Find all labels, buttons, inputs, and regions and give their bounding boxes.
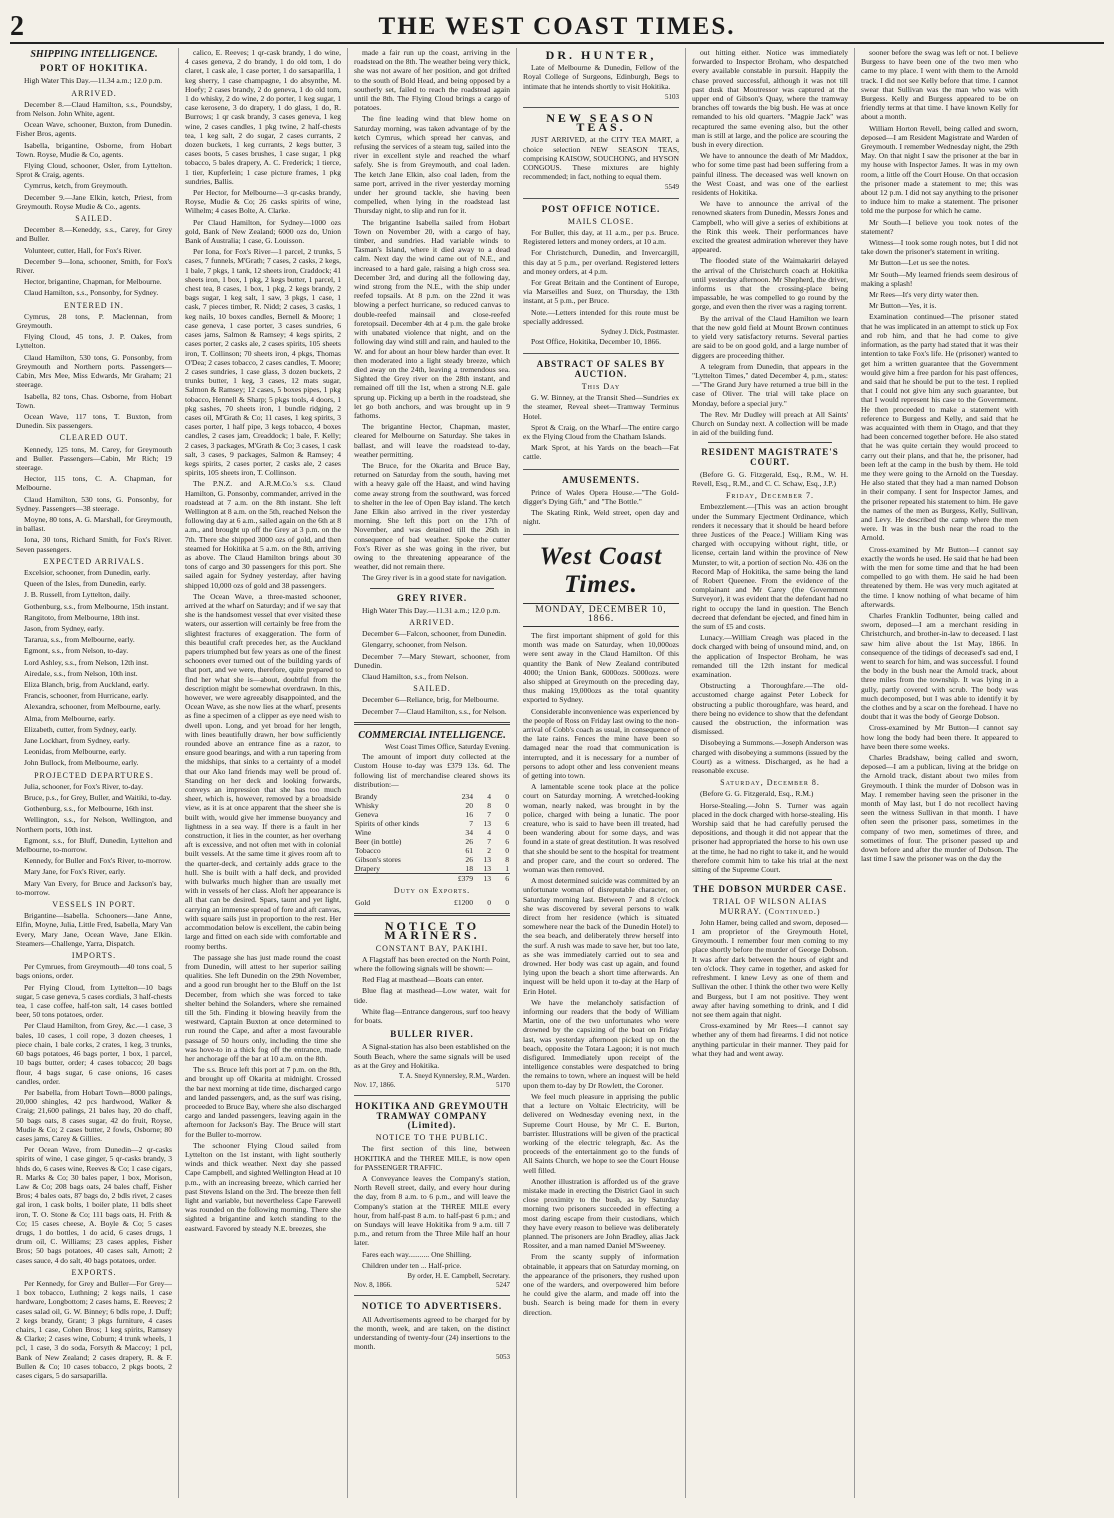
advertisers-number: 5053 [496,1353,510,1362]
divider [370,588,494,589]
commercial-office: West Coast Times Office, Saturday Evening. [384,743,510,752]
post-date: Post Office, Hokitika, December 10, 1866. [531,337,661,347]
paragraph: Mr South—I believe you took notes of the statement? [861,217,1018,236]
projected-entry: Kennedy, for Buller and Fox's River, to-morrow. [24,856,172,866]
paragraph: Mr Button—Let us see the notes. [869,258,970,268]
arrived-entry: Ocean Wave, schooner, Buxton, from Dunedin. Fisher Bros, agents. [16,120,172,139]
teas-advert [523,111,679,199]
sailed-entry: Volunteer, cutter, Hall, for Fox's River. [24,245,142,255]
paragraph: calico, E. Reeves; 1 qr-cask brandy, 1 do wine, 4 cases geneva, 2 do brandy, 1 do old tom, 1 do claret, 1 cask ale, 1 case porter, 1 do sarsaparilla, 1 keg sherry, 1 case champagne, 1 do absynthe, M. Hoefy; 2 cases brandy, 2 do geneva, 1 do old tom, 1 do whisky, 2 do wine, 2 do porter, 1 keg sugar, 1 case kerosene, 3 do drapery, 1 do glass, 1 do, R. Burrows; 1 qr cask brandy, 3 cases geneva, 1 keg wine, 2 cases candles, 1 pkg twine, 2 half-chests tea, 1 keg salt, 2 do sugar, 2 cases currants, 2 dozen buckets, 1 keg currants, 2 kegs butter, 3 cases boots, 5 cases brushes, 1 case sugar, 1 pkg tobacco, 5 bales drapery, A. C. Frederick; 1 tierce, 1 tier, Kupferlein; 1 case picture frames, 1 pkg sundries, Ballis. [185,48,341,186]
cleared-entry: Hector, 115 tons, C. A. Chapman, for Melbourne. [16,474,172,493]
entered-entry: Cymrus, 28 tons, P. Maclennan, from Greymouth. [16,311,172,331]
murder-subheading: TRIAL OF WILSON ALIAS MURRAY. (Continued.) [712,897,828,916]
post-text: For Christchurch, Dunedin, and Invercargill, this day at 5 p.m., per overland. Registered letters and money orders, at 4 p.m. [523,248,679,276]
paragraph: The brigantine Isabella sailed from Hobart Town on November 20, with a cargo of hay, timber, and sundries. Had variable winds to Tasman's Island, where it died away to a dead calm. Next day the wind came out of N.E., and increased to a hard gale, raising a high cross sea. December 3rd, and during all the following day, wind strong from the N.E., with the ship under reefed topsails. At 8 p.m. on the 22nd it was blowing a perfect hurricane, so reduced canvas to double-reefed mainsail and close-reefed foretopsail. December 4th at 4 p.m. the gale broke with unabated violence that night, and on the following day wind still and rain, and hauled to the W. and for about an hour blew harder than ever. It then moderated into a light steady breeze, which died away on the 24th, leaving a tremendous sea. Sighted the Grey river on the 28th instant, and remained off till the 1st, when a strong N.E. gale sprung up. Picking up a berth in the roadstead, she let go both anchors, and was brought up in 9 fathoms. [354,217,510,420]
divider [708,879,832,880]
court-case: Horse-Stealing.—John S. Turner was again placed in the dock charged with horse-stealing. His Worship said that he had carefully perused the depositions, and though it did not appear that the prisoner had appropriated the horse to his own use at the time, he had no right to take it, and he would therefore commit him to take his trial at the next sitting of the Supreme Court. [692,800,848,875]
expected-entry: Gothenburg, s.s., from Melbourne, 15th instant. [24,601,169,611]
paragraph: William Horton Revell, being called and sworn, deposed—I am Resident Magistrate and Warden of Greymouth. I remember Wednesday night, the 29th May. On that night I saw the prisoner at the bar in my house with Inspector James. It was in my own room, a little off the Court House. On that occasion the prisoner made a statement to me; this was about 12 p.m. I did not say anything to the prisoner to induce him to make a statement. The prisoner told me the purpose for which he came. [861,123,1018,216]
table-row: Tobacco 61 2 0 [355,846,509,856]
tramway-text: Children under ten ... Half-price. [362,1260,462,1270]
divider [708,442,832,443]
table-row: Whisky 20 8 0 [355,801,509,811]
expected-entry: Alma, from Melbourne, early. [24,713,116,723]
section-heading: SHIPPING INTELLIGENCE. [30,49,158,60]
court-heading: RESIDENT MAGISTRATE'S COURT. [701,447,839,467]
paragraph: The P.N.Z. and A.R.M.Co.'s s.s. Claud Hamilton, G. Ponsonby, commander, arrived in the roadstead at 7 a.m. on the 8th instant. She left Wellington at 8 a.m. on the 5th, reached Nelson the following day at 6 a.m., sailed again on the 6th at 8 a.m., and brought up off the Grey at 3 p.m. on the 7th. There she shipped 3000 ozs of gold, and then steamed for Hokitika at 5 a.m. on the 8th, arriving as above. The Claud Hamilton brings about 30 tons of cargo and 30 passengers for this port. She sailed again for Sydney yesterday, after having shipped 10,000 ozs of gold and 38 passengers. [185,479,341,590]
expected-entry: Rangitoto, from Melbourne, 18th inst. [24,612,140,622]
grey-arrived-entry: December 7—Mary Stewart, schooner, from Dunedin. [354,651,510,670]
paragraph: The schooner Flying Cloud sailed from Lyttelton on the 1st instant, with light southerly winds and thick weather. Next day she passed Cape Campbell, and sighted Wellington Head at 10 p.m., with an increasing breeze, which carried her past Stevens Island on the 3rd. The breeze then fell light and variable, but nevertheless Cape Farewell was rounded on the following morning. There she sighted a brigantine and ketch standing to the eastward. Favored by steady N.E. breezes, she [185,1140,341,1233]
columns [10,48,1104,1498]
tramway-number: 5247 [496,1281,510,1290]
court-case: Lunacy.—William Creagh was placed in the dock charged with being of unsound mind, and, on the application of Inspector Broham, he was remanded till the 12th instant for medical examination. [692,633,848,679]
court-case: Disobeying a Summons.—Joseph Anderson was charged with disobeying a summons (issued by the Court) as a witness. Discharged, as he had a reasonable excuse. [692,738,848,776]
editorial-paragraph: We feel much pleasure in apprising the public that a lecture on Voltaic Electricity, will be delivered on Wednesday evening next, in the Supreme Court House, by Mr C. E. Burton, barrister. Illustrations will be given of the practical working of the electric telegraph, &c. As the proceeds of the entertainment go to the funds of All Saints Church, we hope to see the Court House well filled. [523,1091,679,1175]
paragraph: Charles Bradshaw, being called and sworn, deposed—I am a publican, living at the bridge on the Arnold track, distant about two miles from Greymouth. I think the murder of Dobson was in May. I remember having seen the prisoner in the month of May last, but I do not recollect having seen the witness Sullivan in that month. I have often seen the prisoner pass, sometimes in the company of two men, sometimes of three, and sometimes of four. The prisoner passed up and down before and after the murder of Dobson. The last time I saw the prisoner was on the day the [861,753,1018,864]
entered-entry: Isabella, 82 tons, Chas. Osborne, from Hobart Town. [16,391,172,410]
duties-table [354,792,510,883]
court-day: Saturday, December 8. [720,778,820,788]
notice-text: Red Flag at masthead—Boats can enter. [362,975,484,985]
tramway-notice [354,1102,510,1296]
imports-heading: IMPORTS. [71,951,117,961]
notice-text: A Flagstaff has been erected on the North Point, where the following signals will be shown:— [354,954,510,974]
grey-arrived-entry: Claud Hamilton, s.s., from Nelson. [362,672,469,681]
editorial-paragraph: From the scanty supply of information obtainable, it appears that on Saturday morning, on the appearance of the prisoners, they rushed upon one of the warders, and overpowered him before he could give the alarm, and made off into the bush. Search is being made for them in every direction. [523,1252,679,1317]
inport-text: Brigantine—Isabella. Schooners—Jane Anne, Elfin, Moyne, Julia, Little Fred, Isabella, Mary Van Every, Mary Jane, Ocean Wave, Jane Elkin. Steamers—Challenge, Yarra, Dispatch. [16,911,172,948]
expected-entry: Queen of the Isles, from Dunedin, early. [24,579,147,589]
editorial-paragraph: A lamentable scene took place at the police court on Saturday morning. A wretched-looking woman, nearly naked, was brought in by the police, charged with being a lunatic. The poor creature, who is said to have been ill treated, had been wandering about for some days, and was found in a state of great destitution. It was resolved that she should be sent to the hospital for treatment and proper care, and the court so ordered. The woman was then removed. [523,782,679,875]
hunter-heading: DR. HUNTER, [545,48,657,62]
paragraph: Per Claud Hamilton, for Sydney—1000 ozs gold, Bank of New Zealand; 6000 ozs do, Union Bank of Australia; 1 case, G. Louisson. [185,217,341,246]
paragraph: Charles Franklin Todhunter, being called and sworn, deposed—I am a merchant residing in Christchurch, and brother-in-law to deceased. I last saw him alive about the 1st May, 1866. In consequence of the tidings of deceased's sad end, I went to search for him, and was successful. I found the body in the bush near the Arnold track, about three miles from the township. It was lying in a gully, partly covered with scrub. The body was much decomposed, but I was able to identify it by the clothes and by a scar on the forehead. I have no doubt that it was the body of George Dobson. [861,610,1018,722]
paragraph: The brigantine Hector, Chapman, master, cleared for Melbourne on Saturday. She takes in ballast, and will leave the roadstead to-day, weather permitting. [354,422,510,459]
advertisers-text: All Advertisements agreed to be charged for by the month, week, and are taken, on the distinct understanding of twenty-four (24) insertions to the month. [354,1314,510,1352]
paragraph: Examination continued—The prisoner stated that he was implicated in an attempt to stick up Fox and rob him, and that he had come to give information, as the party had stated that it was their intention to take Fox's life. He (prisoner) wanted to get him a written guarantee that the Government would give him a free pardon for his past offences, and said that he should be put to the test. I replied that I could not give him any such guarantee, but that I would represent his case to the Government. He then proceeded to make a statement with reference to Burgess and Kelly, and said that he was acquainted with them in Otago, and that they had been concerned together before. He also stated that he was quite certain they would proceed to carry out their plans, and that he, the prisoner, had been left at the camp in the bush by them. He told me they were going to the Arnold on the Tuesday. He also stated that they had a man named Dobson in their company. I sent for Inspector James, and the prisoner repeated his statement to him. He gave the names of the men as Burgess, Kelly, Sullivan, and Levy. He described the camp where the men were. It was in the bush near the road to the Arnold. [861,312,1018,543]
paragraph: out hitting either. Notice was immediately forwarded to Inspector Broham, who despatched every available constable in pursuit. Happily the chase proved successful, although it was not till past dusk that Moutressor was captured at the upper end of Gibson's Quay, where the tramway branches off towards the big bush. He was at once remanded to his old quarters. "Magpie Jack" was recaptured the same evening also, but the other man is still at large, and the police are scouring the bush in every direction. [692,48,848,150]
sales-text: Mark Sprot, at his Yards on the beach—Fat cattle. [523,443,679,462]
editorial-paragraph: A most determined suicide was committed by an unfortunate woman of disreputable character, on Saturday morning last. Between 7 and 8 o'clock she was discovered by several persons to walk direct from her residence (which is situated somewhere near the back of the Dunedin Hotel) to the sea beach, and deliberately threw herself into the surf. A rush was made to save her, but too late, as she was immediately carried out to sea and drowned. Her body was cast up again, and found lying upon the beach a short time afterwards. An inquest will be held upon it to-day at the Harp of Erin Hotel. [523,876,679,996]
paragraph: Per Iona, for Fox's River—1 parcel, 2 trunks, 5 cases, 7 funnels, M'Grath; 7 cases, 2 casks, 2 kegs, 1 bale, 7 pkgs, 1 tank, 12 sheets iron, Craddock; 41 sheets iron, 1 box, 1 pkg, 2 kegs butter, 1 parcel, 1 chest tea, 8 cases, 1 box, 1 pkg, 2 kegs brandy, 2 bags sugar, 1 keg salt, 1 saw, 3 pkgs, 1 case, 1 cask, 7 pieces timber, R. Nidd; 2 cases, 3 casks, 1 keg nails, 10 boxes candles, Bernell & Moore; 1 case geneva, 1 case porter, 3 cases sundries, 6 cases jams, Salmon & Ramsey; 4 kegs spirits, 2 cases porter, 2 casks ale, 2 cases spirits, 105 sheets iron, T. Collinson; 70 sheets iron, 4 pkgs, Thomas O'Dea; 2 cases tobacco, 2 cases candles, T. Moore; 2 cases sundries, 1 case glass, 3 dozen buckets, 2 trunks butter, 1 keg, 3 cases, 12 mats sugar, Salmon & Ramsey; 12 cases, 5 boxes pipes, 1 pkg tobacco, Hennell & Sharp; 5 pkgs tools, 4 doors, 1 pkg sashes, 70 sheets iron, 1 bundle ridging, 2 cases oil, M'Grath & Co; 11 cases, 1 keg spirits, 3 cases porter, 1 half pipe, 3 kegs tobacco, 4 boxes candles, 2 cases jam, Creaddock; 1 bale, F. Kelly; 2 cases, 3 packages, M'Grath & Co; 3 cases, 1 cask salt, 3 cases, 9 packages, Salmon & Ramsey; 4 kegs spirits, 2 cases porter, 2 casks ale, 2 cases spirits, 105 sheets iron, T. Collinson. [185,247,341,478]
editorial-paragraph: The first important shipment of gold for this month was made on Saturday, when 10,000ozs were sent away in the Claud Hamilton. Of this quantity the Bank of New Zealand contributed 4000; the Union Bank, 6000ozs. 5000ozs. were also shipped at Greymouth on the preceding day, thus making 19,000ozs as the total quantity exported to Sydney. [523,630,679,705]
arrived-entry: December 8.—Claud Hamilton, s.s., Poundsby, from Nelson. John White, agent. [16,99,172,119]
grey-high-water: High Water This Day.—11.31 a.m.; 12.0 p.m. [362,605,501,615]
tramway-text: The first section of this line, between HOKITIKA and the THREE MILE, is now open for PASSENGER TRAFFIC. [354,1144,510,1172]
sales-text: G. W. Binney, at the Transit Shed—Sundries ex the steamer, Reveal sheet—Tramway Terminus Hotel. [523,393,679,421]
entered-heading: ENTERED IN. [64,300,124,310]
arrived-entry: December 9.—Jane Elkin, ketch, Priest, from Greymouth. Royse Mudie & Co., agents. [16,192,172,211]
expected-entry: Egmont, s.s., from Nelson, to-day. [24,646,129,656]
newspaper-title: THE WEST COAST TIMES. [378,13,736,40]
commercial-heading: COMMERCIAL INTELLIGENCE. [358,729,506,741]
column-notices-editorial [517,48,686,1498]
amusements-text: The Skating Rink, Weld street, open day and night. [523,508,679,527]
teas-number: 5549 [665,183,679,192]
expected-entry: Jason, from Sydney, early. [24,623,104,633]
arrived-entry: Cymrrus, ketch, from Greymouth. [24,181,128,191]
sailed-heading: SAILED. [75,214,113,224]
import-entry: Per Isabella, from Hobart Town—8000 palings, 20,000 shingles, 42 pcs hardwood, Walker & Craig; 21,600 palings, 21 bales hay, 20 do chaff, 50 bags oats, 8 cases sugar, 42 do fruit, Royse, Mudie & Co; 2 cases butter, 2 fowls, Osborne; 80 cases jams, Carey & Gillies. [16,1087,172,1143]
export-duty-table [354,898,510,907]
import-entry: Per Ocean Wave, from Dunedin—2 qr-casks spirits of wine, 1 case ginger, 5 qr-casks brandy, 3 hhds do, 6 cases wine, Reeves & Co; 1 case cigars, R. Marks & Co; 30 bales paper, 1 box, Morison, Law & Co; 208 bags oats, 24 bales chaff, Fisher Bros; 4 bales oats, 87 bags do, 2 bdls rivet, 2 cases gal iron, 1 cask bolts, 1 boiler plate, 11 bdls sheet iron, T. O. Stone & Co; 111 bags oats, H. Frith & Co; 15 cases cheese, A. Boyle & Co; 5 cases drugs, 1 do bottles, 1 do acid, 6 cases drugs, 1 drum oil, C. Williams; 23 cases apples, Fisher Bros; 50 bags potatoes, 40 cases salt, Arnott; 2 cases sauce, 4 do salt, 40 bags potatoes, order. [16,1145,172,1265]
grey-sailed-entry: December 7—Claud Hamilton, s.s., for Nelson. [362,706,507,716]
sailed-entry: Hector, brigantine, Chapman, for Melbourne. [24,277,162,287]
murder-paragraph: John Hamer, being called and sworn, deposed—I am proprietor of the Greymouth Hotel, Greymouth. I remember four men coming to my place shortly before the murder of George Dobson. It was after dark between the hours of eight and ten o'clock. They came in together, and asked for refreshment. I knew Levy as one of them and Sullivan the other. I think the other two were Kelly and Burgess, but I am not positive. They went away after having something to drink, and I did not see them again that night. [692,917,848,1019]
paragraph: The passage she has just made round the coast from Dunedin, will attest to her superior sailing qualities. She left Dunedin on the 29th November, and a good run brought her to the Bluff on the 1st December, from which she was forced to take shelter behind the Solanders, where she remained till the 5th. Finding it blowing heavily from the westward, Captain Buxton at once determined to run round the Cape, and after a most favourable passage of 50 hours only, including the time she was hove-to in a thick fog off the entrance, made her anchorage off the bar at 10 a.m. on the 8th. [185,952,341,1063]
buller-signature: T. A. Sneyd Kynnersley, R.M., Warden. [398,1072,510,1081]
post-office-notice [523,205,679,355]
commercial-paragraph: The amount of import duty collected at the Custom House to-day was £379 13s. 6d. The following list of merchandise cleared shows its distribution:— [354,752,510,789]
entered-entry: Ocean Wave, 117 tons, T. Buxton, from Dunedin. Six passengers. [16,411,172,431]
table-row: Drapery 18 13 1 [355,864,509,874]
notice-text: White flag—Entrance dangerous, surf too heavy for boats. [354,1006,510,1026]
projected-heading: PROJECTED DEPARTURES. [34,770,154,780]
expected-entry: J. B. Russell, from Lyttelton, daily. [24,590,131,600]
import-entry: Per Flying Cloud, from Lyttelton—10 bags sugar, 5 case geneva, 5 cases cordials, 3 half-chests tea, 1 case coffee, half-ton salt, 14 cases bottled beer, 50 tons potatoes, order. [16,982,172,1020]
grey-arrived-entry: Glengarry, schooner, from Nelson. [362,640,468,650]
editorial-paragraph: Another illustration is afforded us of the grave mistake made in erecting the District Gaol in such close proximity to the bush, as by Saturday morning two prisoners succeeded in effecting a most daring escape from their custodians, which they have every reason to believe was deliberately planned. The prisoners are John Bradley, alias Jack Rossiter, and a man named Daniel M'Sweeney. [523,1176,679,1251]
export-entry: Per Kennedy, for Grey and Buller—For Grey—1 box tobacco, Luthning; 2 kegs nails, 1 case hardware, Longbottom; 2 cases hams, E. Reeves; 2 cases salad oil, G. W. Binney; 6 bdls rope, J. Duff; 2 kegs brandy, Grant; 3 pkgs furniture, 4 cases chairs, 1 case, Cohen Bros; 1 keg spirits, Ramsey & Clarke; 2 cases wine, Coburn; 4 trunk wheels, 1 pcl, 1 case, 3 do soda, Forsyth & Maccoy; 1 pcl, Bank of New Zealand; 2 cases drapery, R. & F. Bullen & Co; 10 cases tobacco, 2 pkgs boots, 2 cases cigars, 5 do sarsaparilla. [16,1278,172,1380]
teas-text: JUST ARRIVED, at the CITY TEA MART, a choice selection NEW SEASON TEAS, comprising KAISOW, SOUCHONG, and HYSON CONGOUS. These mixtures are highly recommended; in fact, nothing to equal them. [523,135,679,182]
column-commercial [348,48,517,1498]
arrived-entry: Flying Cloud, schooner, Osler, from Lyttelton. Sprot & Craig, agents. [16,161,172,180]
column-exports-shipping-news [179,48,348,1498]
post-text: For Buller, this day, at 11 a.m., per p.s. Bruce. Registered letters and money orders, at 10 a.m. [523,228,679,247]
murder-heading: THE DOBSON MURDER CASE. [693,884,847,895]
projected-entry: Julia, schooner, for Fox's River, to-day. [24,781,144,791]
expected-entry: John Bullock, from Melbourne, early. [24,758,139,768]
buller-text: A Signal-station has also been established on the South Beach, where the same signals will be used as at the Grey and Hokitika. [354,1042,510,1070]
paragraph: The Grey river is in a good state for navigation. [362,573,507,583]
paragraph: The Bruce, for the Okarita and Bruce Bay, returned on Saturday from the south, having met with a heavy gale off the Haast, and wind having come away strong from the southward, was forced to shelter in the lee of Open Bay island. The ketch Jane Elkin also arrived in the river yesterday morning. She left this port on the 17th of November, and was detained till the 26th in consequence of bad weather. Spoke the cutter Fox's River as she was going in the river, but owing to the threatening appearance of the weather, did not remain there. [354,460,510,572]
exports-heading: EXPORTS. [71,1267,117,1277]
table-row: Gibson's stores 26 13 8 [355,855,509,865]
buller-number: 5170 [496,1081,510,1090]
column-shipping [10,48,179,1498]
arrived-heading: ARRIVED. [71,88,117,98]
sales-heading: ABSTRACT OF SALES BY AUCTION. [536,359,666,379]
table-row: Geneva 16 7 0 [355,810,509,820]
hunter-advert [523,48,679,108]
murder-paragraph: Cross-examined by Mr Rees—I cannot say whether any of them had firearms. I did not notice anything particular in their manner. They paid for what they had and went away. [692,1021,848,1058]
paragraph: We have to announce the arrival of the renowned skaters from Dunedin, Messrs Jones and Campbell, who will give a series of exhibitions at the Rink this week. Their performances have excited the greatest admiration wherever they have appeared. [692,199,848,255]
cleared-entry: Claud Hamilton, 530 tons, G. Ponsonby, for Sydney. Passengers—38 steerage. [16,494,172,513]
paragraph: A telegram from Dunedin, that appears in the "Lyttelton Times," dated December 4, p.m., states:—"The Grand Jury have returned a true bill in the case of Oliver. The trial will take place on Monday, before a special jury." [692,361,848,408]
paragraph: The Ocean Wave, a three-masted schooner, arrived at the wharf on Saturday; and if we say that she is the handsomest vessel that ever visited these waters, our assertion will certainly be free from the slightest fractures of exaggeration. The form of this beautiful craft precedes her, as the Auckland papers triumphed but few years as one of the finest schooners ever turned out of the building yards of that port, and we were, therefore, quite prepared to find her what she is—about, doubtful from the description might be somewhat overdrawn. In this, however, we were agreeably disappointed, and the Ocean Wave, as she now lies at the wharf, presents as fine a specimen of a clipper as eye need wish to dwell upon. Long, and yet broad for her length, with lines beautifully drawn, her bow sufficiently rounded above an entrance fine as a razor, to ensure good bearings, and with a run tapering from the midships, that sinks to a certainty of a model that our Ako land friends may well be proud of. Standing on her deck and looking forwards, conveys an impression that she has too much sheer, which is, however, removed by a broadside view, as it is at once apparent that the sheer she is built with, would give her immense buoyancy and lightness in a sea way. If there is a fault in her construction, it lies in the counter, as her overhang aft is excessive, and not often met with in colonial built vessels. At the same time it gives room aft to the quarter-deck, and certainly adds grace to the hull. She is built with a half deck, and provided with bulwarks much higher than are usually met with in vessels of her class. Aloft her appearance is all that can be desired. Spars, taunt and yet light, carrying an immense spread of fore and aft canvas, with square sails just in proportion to the rest. Her accommodation below is excellent, the cabin being large and fitted on each side with comfortable and roomy berths. [185,591,341,951]
arrived-entry: Isabella, brigantine, Osborne, from Hobart Town. Royse, Mudie & Co, agents. [16,140,172,159]
grey-arrived-entry: December 6—Falcon, schooner, from Dunedin. [362,629,507,639]
entered-entry: Claud Hamilton, 530 tons, G. Ponsonby, from Greymouth and Northern ports. Passengers—Cabin, Mrs Mee, Miss Edwards, Mr Graham; 21 steerage. [16,352,172,390]
auction-abstract [523,360,679,469]
port-heading: PORT OF HOKITIKA. [40,63,148,74]
paragraph: Cross-examined by Mr Button—I cannot say exactly the words he used. He said that he had been with the men for some time and that he had been compelled to go with them. He said he had been threatened by them. He was very much agitated at the time. I know nothing of what became of him afterwards. [861,544,1018,609]
expected-entry: Excelsior, schooner, from Dunedin, early. [24,567,151,577]
expected-entry: Eliza Blanch, brig, from Auckland, early. [24,679,149,689]
editorial-paragraph: We have the melancholy satisfaction of informing our readers that the body of William Martin, one of the two unfortunates who were drowned by the capsizing of the boat on Friday last, was yesterday afternoon picked up on the beach, opposite the Totara Lagoon; it is not much disfigured. Immediately upon receipt of the intelligence constables were despatched to bring the remains to town, where an inquest will be held upon them to-day by Dr Rowlett, the Coroner. [523,997,679,1090]
column-trial-continued [855,48,1024,1498]
inport-heading: VESSELS IN PORT. [52,900,136,910]
amusements-heading: AMUSEMENTS. [562,474,640,485]
tramway-signature: By order, H. E. Campbell, Secretary. [407,1271,510,1280]
high-water: High Water This Day.—11.34 a.m.; 12.0 p.m. [24,76,163,86]
projected-entry: Gothenburg, s.s., for Melbourne, 16th inst. [24,804,154,814]
hunter-number: 5103 [665,92,679,101]
buller-date: Nov. 17, 1866. [354,1081,396,1090]
tramway-date: Nov. 8, 1866. [354,1281,392,1290]
cleared-entry: Kennedy, 125 tons, M. Carey, for Greymouth and Buller. Passengers—Cabin, Mr Rich; 19 steerage. [16,444,172,472]
sailed-entry: December 9—Iona, schooner, Smith, for Fox's River. [16,256,172,276]
divider [354,722,510,725]
sales-text: Sprot & Craig, on the Wharf—The entire cargo ex the Flying Cloud from the Chatham Islands. [523,422,679,441]
post-subheading: MAILS CLOSE. [567,216,635,226]
court-day: Friday, December 7. [725,491,814,501]
court-bench: (Before G. G. Fitzgerald, Esq., R.M.) [700,789,814,799]
advertisers-notice [354,1302,510,1362]
grey-sailed-heading: SAILED. [413,684,451,694]
cleared-heading: CLEARED OUT. [59,433,129,443]
table-total-row: £379 13 6 [354,874,510,884]
table-row: Wine 34 4 0 [355,828,509,838]
court-bench: (Before G. G. Fitzgerald, Esq., R.M., W. H. Revell, Esq., R.M., and C. C. Schaw, Esq., J.P.) [692,469,848,488]
issue-date: MONDAY, DECEMBER 10, 1866. [523,603,679,627]
projected-entry: Bruce, p.s., for Grey, Buller, and Waitiki, to-day. [24,793,172,803]
paragraph: Mr Rees—It's very dirty water then. [869,290,979,300]
paper-nameplate: West Coast Times. [539,542,663,598]
tramway-subheading: NOTICE TO THE PUBLIC. [375,1133,489,1143]
post-text: For Great Britain and the Continent of Europe, via Marseilles and Suez, on Thursday, the 13th instant, at 5 p.m., per Bruce. [523,278,679,306]
expected-entry: Airedale, s.s., from Nelson, 10th inst. [24,668,138,678]
table-row: Beer (in bottle) 26 7 6 [355,837,509,847]
paragraph: Witness—I took some rough notes, but I did not take down the prisoner's statement in writing. [861,238,1018,257]
import-entry: Per Claud Hamilton, from Grey, &c.—1 case, 3 bales, 10 cases, 1 coil rope, 3 dozen cheeses, 1 piece chain, 1 bale corks, 2 crates, 1 keg, 3 trunks, 60 bags potatoes, 46 bags porter, 1 box, 1 parcel, 10 bags butter, order; 4 cases tobacco; 20 bags flour, 4 bags sugar, 6 case onions, 16 cases candles, order. [16,1021,172,1086]
expected-entry: Alexandra, schooner, from Melbourne, early. [24,702,161,712]
divider [354,913,510,916]
table-row: Gold £1200 0 0 [355,898,509,908]
entered-entry: Flying Cloud, 45 tons, J. P. Oakes, from Lyttelton. [16,332,172,351]
advertisers-heading: NOTICE TO ADVERTISERS. [361,1301,503,1312]
paragraph: By the arrival of the Claud Hamilton we learn that the new gold field at Mount Brown continues to yield very satisfactory returns. Several parties are said to be on good gold, and a large number of diggers are proceeding thither. [692,313,848,360]
import-entry: Per Cymrues, from Greymouth—40 tons coal, 5 bags onions, order. [16,962,172,981]
paragraph: We have to announce the death of Mr Maddox, who for some time past had been suffering from a painful illness. The deceased was well known on the West Coast, and was one of the earliest residents of Hokitika. [692,151,848,198]
tramway-heading: HOKITIKA AND GREYMOUTH TRAMWAY COMPANY (Limited). [355,1101,509,1130]
cleared-entry: Iona, 30 tons, Richard Smith, for Fox's River. Seven passengers. [16,535,172,554]
tramway-text: Fares each way........... One Shilling. [362,1249,472,1259]
cleared-entry: Moyne, 80 tons, A. G. Marshall, for Greymouth, in ballast. [16,514,172,534]
hunter-text: Late of Melbourne & Dunedin, Fellow of the Royal College of Surgeons, Edinburgh, Begs to intimate that he intends shortly to visit Hokitika. [523,63,679,91]
sailed-entry: Claud Hamilton, s.s., Ponsonby, for Sydney. [24,288,159,298]
table-row: Spirits of other kinds 7 13 6 [355,819,509,829]
post-text: Note.—Letters intended for this route must be specially addressed. [523,307,679,326]
paragraph: made a fair run up the coast, arriving in the roadstead on the 8th. The weather being very thick, she was not aware of her position, and got drifted to the south of Bold Head, and being opposed by a southerly set, failed to reach the roadstead again until the 8th. The Flying Cloud brings a cargo of potatoes. [354,48,510,113]
paragraph: Cross-examined by Mr Button—I cannot say how long the body had been there. It appeared to have been there some weeks. [861,723,1018,751]
sailed-entry: December 8.—Keneddy, s.s., Carey, for Grey and Buller. [16,225,172,244]
grey-river-heading: GREY RIVER. [396,592,468,603]
projected-entry: Mary Van Every, for Bruce and Jackson's bay, to-morrow. [16,878,172,897]
expected-entry: Tararua, s.s., from Melbourne, early. [24,635,135,645]
notice-subheading: CONSTANT BAY, PAKIHI. [375,943,489,953]
projected-entry: Egmont, s.s., for Bluff, Dunedin, Lyttelton and Melbourne, to-morrow. [16,835,172,855]
tramway-text: A Conveyance leaves the Company's station, North Revell street, daily, and every hour during the day, from 8 a.m. to 6 p.m., and will leave the Company's station at the THREE MILE every hour, from half-past 8 a.m. to half-past 6 p.m.; and on Sundays will leave Hokitika from 9 a.m. till 7 p.m., and return from the Three Mile half an hour later. [354,1173,510,1248]
expected-heading: EXPECTED ARRIVALS. [43,556,145,566]
expected-entry: Jane Lockhart, from Sydney, early. [24,736,130,745]
paragraph: The fine leading wind that blew home on Saturday morning, was taken advantage of by the ketch Cymrus, which spread her canvas, and refusing the services of a steam tug, sailed into the river in excellent style and reached the wharf safely. She is from Greymouth, and coal laden. The ketch Jane Elkin, also coal laden, from the same port, arrived in the river yesterday morning under her ground tackle, she having been compelled, when lying in the roadstead last Thursday night, to slip and run for it. [354,114,510,216]
court-case: Obstructing a Thoroughfare.—The old-accustomed charge against Peter Lobeck for obstructing a public thoroughfare, was heard, and there being no evidence to show that the defendant caused the obstruction, the information was dismissed. [692,681,848,737]
projected-entry: Wellington, s.s., for Nelson, Wellington, and Northern ports, 10th inst. [16,815,172,834]
court-case: Embezzlement.—[This was an action brought under the Summary Ejectment Ordinance, which renders it necessary that it should be heard before three Justices of the Peace.] William King was charged with occupying without right, title, or license, certain land within the province of New Munster, to wit, a portion of section No. 436 on the Record Map of Hokitika, the same being the land of Robert Queenee. From the evidence of the complainant and Mr Carey (the Government Surveyor), it was evident that the defendant had no right to occupy the land in question. The Bench decreed that defendant be ejected, and fined him in the sum of £5 and costs. [692,502,848,631]
grey-sailed-entry: December 6—Reliance, brig, for Melbourne. [362,695,499,705]
paragraph: The flooded state of the Waimakariri delayed the arrival of the Christchurch coach at Hokitika until yesterday afternoon. Mr Shepherd, the driver, informs us that the crossing-place being impassable, he was compelled to go round by the gorge, and even then the river was a raging torrent. [692,256,848,312]
column-local-court [686,48,855,1498]
post-heading: POST OFFICE NOTICE. [541,203,661,214]
notice-text: Blue flag at masthead—Low water, wait for tide. [354,986,510,1005]
paragraph: Per Hector, for Melbourne—3 qr-casks brandy, Royse, Mudie & Co; 26 casks spirits of wine, Wilhelm; 4 cases Bolte, A. Clarke. [185,188,341,216]
expected-entry: Elizabeth, cutter, from Sydney, early. [24,724,137,734]
editorial-paragraph: Considerable inconvenience was experienced by the people of Ross on Friday last owing to the non-arrival of Cobb's coach as usual, in consequence of the late rains. Fences the mine have been so damaged near the road that communication is interrupted, and it is necessary for a number of persons to adopt other and less convenient means of getting into town. [523,706,679,780]
expected-entry: Lord Ashley, s.s., from Nelson, 12th inst. [24,657,149,667]
masthead [10,8,1104,44]
notice-heading: NOTICE TO MARINERS. [384,919,480,943]
post-signature: Sydney J. Dick, Postmaster. [600,328,679,337]
buller-heading: BULLER RIVER. [390,1029,474,1040]
mariners-notice [354,919,510,1096]
export-duty-heading: Duty on Exports. [393,886,471,896]
grey-arrived-heading: ARRIVED. [409,617,455,627]
expected-entry: Leonidas, from Melbourne, early. [24,747,126,757]
paragraph: The Rev. Mr Dudley will preach at All Saints' Church on Sunday next. A collection will be made in aid of the building fund. [692,409,848,438]
paragraph: sooner before the swag was left or not. I believe Burgess to have been one of the two men who came to my place. I went with them to the Arnold track. I did not see Kelly before that time. I cannot swear that Sullivan was the man who was with Burgess. Kelly and Burgess appeared to be on friendly terms at that time. I have known Kelly for about a month. [861,48,1018,122]
paragraph: The s.s. Bruce left this port at 7 p.m. on the 8th, and brought up off Okarita at midnight. Crossed the bar next morning at tide time, discharged cargo and landed passengers, and, as the surf was rising, proceeded to Bruce Bay, where she also discharged cargo and landed passengers, leaving again in the afternoon for Jackson's Bay. The Bruce will start for the Buller to-morrow. [185,1065,341,1139]
table-row: Brandy 234 4 0 [355,792,509,802]
sales-subheading: This Day [581,381,621,391]
expected-entry: Francis, schooner, from Hurricane, early. [24,691,149,701]
newspaper-page [10,8,1104,1502]
amusements [523,476,679,535]
paragraph: Mr South—My learned friends seem desirous of making a splash! [861,269,1018,288]
teas-heading: NEW SEASON TEAS. [546,111,656,135]
amusements-text: Prince of Wales Opera House.—"The Gold-digger's Dying Gift," and "The Bottle." [523,487,679,506]
page-number: 2 [10,11,24,42]
projected-entry: Mary Jane, for Fox's River, early. [24,867,126,877]
paragraph: Mr Button—Yes, it is. [869,301,937,311]
